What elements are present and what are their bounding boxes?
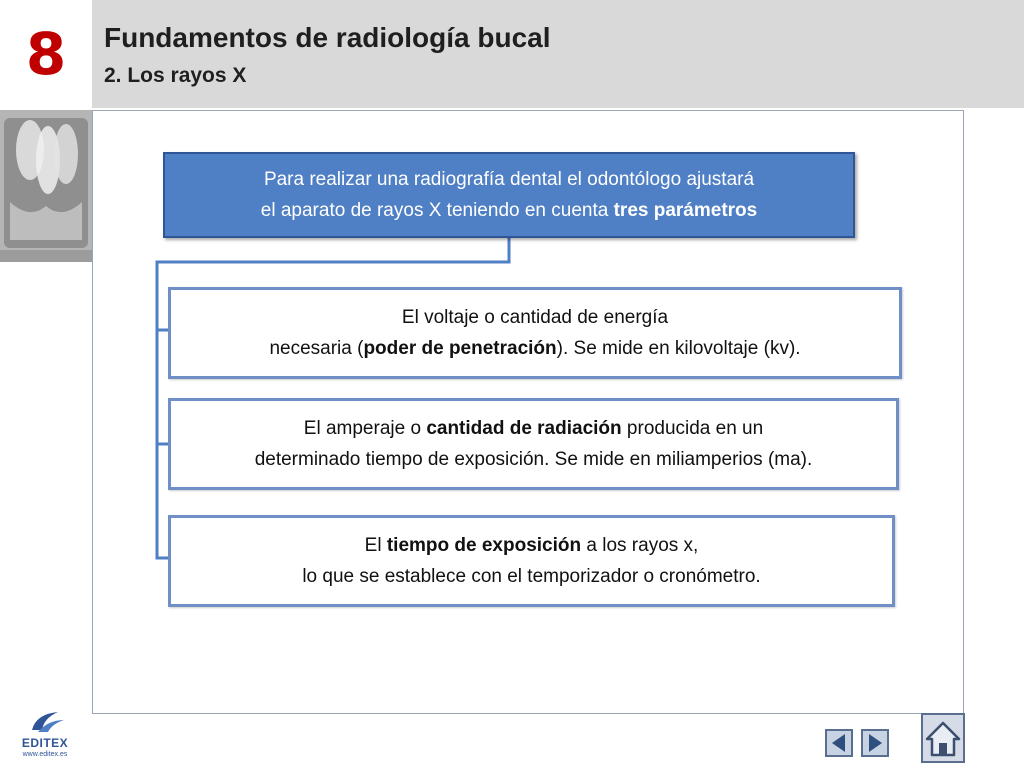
- exposure-emphasis: tiempo de exposición: [386, 535, 582, 556]
- voltage-text-pre: necesaria (: [269, 338, 364, 359]
- main-concept-emphasis: tres parámetros: [613, 200, 758, 221]
- dental-xray-image: [0, 110, 92, 262]
- voltage-emphasis: poder de penetración: [363, 338, 557, 359]
- main-concept-box: [163, 152, 855, 238]
- exposure-line1: [171, 530, 892, 561]
- amperage-line2: determinado tiempo de exposición. Se mide en miliamperios (ma).: [254, 449, 813, 470]
- parameter-box-amperage: [168, 398, 899, 490]
- parameter-box-exposure-time: [168, 515, 895, 607]
- next-slide-button[interactable]: [861, 729, 889, 757]
- triangle-left-icon: [827, 731, 851, 755]
- main-concept-line1: Para realizar una radiografía dental el odontólogo ajustará: [263, 169, 755, 190]
- voltage-line1: El voltaje o cantidad de energía: [401, 307, 669, 328]
- parameter-box-voltage: [168, 287, 902, 379]
- main-concept-line2: [165, 195, 853, 226]
- page-subtitle: 2. Los rayos X: [104, 64, 247, 87]
- voltage-text-post: ). Se mide en kilovoltaje (kv).: [556, 338, 801, 359]
- editex-logo-icon: [14, 708, 76, 736]
- home-icon: [923, 715, 963, 761]
- previous-slide-button[interactable]: [825, 729, 853, 757]
- editex-logo-name: EDITEX: [21, 736, 69, 750]
- main-concept-text: el aparato de rayos X teniendo en cuenta: [260, 200, 614, 221]
- exposure-line2: lo que se establece con el temporizador o cronómetro.: [302, 566, 761, 587]
- amperage-text-pre: El amperaje o: [303, 418, 427, 439]
- exposure-text-post: a los rayos x,: [581, 535, 699, 556]
- home-button[interactable]: [921, 713, 965, 763]
- amperage-emphasis: cantidad de radiación: [426, 418, 622, 439]
- editex-logo-url: www.editex.es: [22, 751, 68, 758]
- voltage-line2: [171, 333, 899, 364]
- chapter-number: 8: [25, 20, 67, 88]
- page-title: Fundamentos de radiología bucal: [104, 22, 551, 53]
- triangle-right-icon: [863, 731, 887, 755]
- editex-logo: [14, 708, 76, 760]
- amperage-line1: [171, 413, 896, 444]
- amperage-text-post: producida en un: [621, 418, 764, 439]
- header-bar: [92, 0, 1024, 108]
- exposure-text-pre: El: [364, 535, 387, 556]
